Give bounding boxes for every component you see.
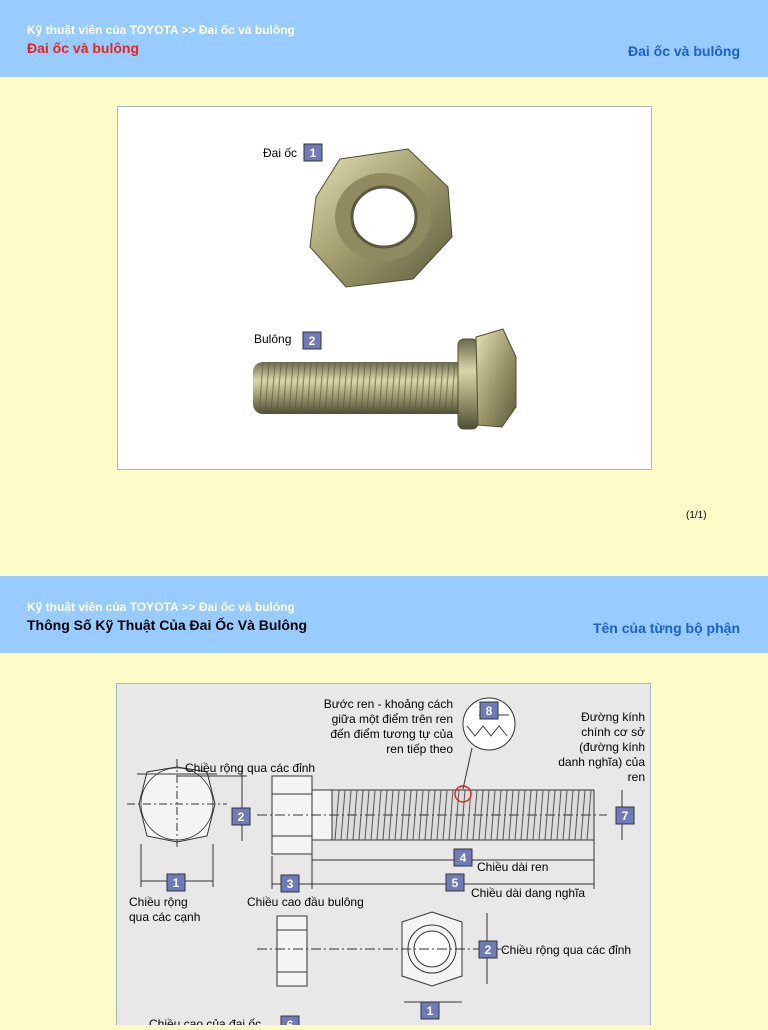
nut-label: Đai ốc <box>263 146 298 160</box>
pitch-label-line2: giữa một điểm trên ren <box>331 712 453 726</box>
bolt-spec-diagram <box>117 684 650 1025</box>
page-title-2: Thông Số Kỹ Thuật Của Đai Ốc Và Bulông <box>27 617 308 633</box>
major-dia-line4: danh nghĩa) của <box>558 755 645 769</box>
header-band-1 <box>0 0 768 77</box>
nut-image <box>310 149 452 287</box>
width-corners-label: Chiều rộng qua các đỉnh <box>185 761 316 775</box>
nut-side-view <box>277 916 307 986</box>
svg-text:2: 2 <box>308 334 316 348</box>
width-flats-line1: Chiều rộng <box>129 895 188 909</box>
svg-text:4: 4 <box>459 851 467 865</box>
head-height-label: Chiều cao đầu bulông <box>247 895 364 909</box>
svg-text:6: 6 <box>286 1018 294 1025</box>
photo-frame <box>117 106 652 470</box>
thread-length-label: Chiều dài ren <box>477 860 549 874</box>
nut-width-corners-label: Chiều rộng qua các đỉnh <box>501 943 632 957</box>
svg-text:8: 8 <box>485 704 493 718</box>
svg-text:7: 7 <box>621 809 629 823</box>
svg-text:5: 5 <box>451 876 459 890</box>
breadcrumb-2[interactable]: Kỹ thuật viên của TOYOTA >> Đai ốc và bulóng <box>27 600 295 614</box>
header-band-2 <box>0 576 768 653</box>
label-2-group <box>254 332 321 349</box>
major-dia-line3: (đường kính <box>579 740 645 754</box>
page-title: Đai ốc và bulông <box>27 40 140 56</box>
major-dia-line1: Đường kính <box>581 710 645 724</box>
breadcrumb[interactable]: Kỹ thuật viên của TOYOTA >> Đai ốc và bulông <box>27 23 295 37</box>
nominal-length-label: Chiều dài dang nghĩa <box>471 886 586 900</box>
svg-text:2: 2 <box>484 943 492 957</box>
bolt-image <box>253 329 516 429</box>
pitch-label-line4: ren tiếp theo <box>386 742 453 756</box>
section-title-2: Tên của từng bộ phận <box>592 620 740 636</box>
svg-text:2: 2 <box>237 810 245 824</box>
width-flats-line2: qua các cạnh <box>129 910 201 924</box>
svg-text:1: 1 <box>309 146 317 160</box>
svg-text:1: 1 <box>426 1004 434 1018</box>
major-dia-line5: ren <box>627 770 645 784</box>
bolt-label: Bulông <box>254 332 292 346</box>
major-dia-line2: chính cơ sở <box>581 725 645 739</box>
pitch-label-line1: Bước ren - khoảng cách <box>323 697 453 711</box>
nut-bolt-photo <box>118 107 651 469</box>
section-title: Đai ốc và bulông <box>627 43 740 59</box>
diagram-frame <box>116 683 651 1025</box>
label-1-group <box>263 144 322 161</box>
page-counter: (1/1) <box>686 510 707 521</box>
nut-height-label: Chiều cao của đai ốc <box>149 1017 262 1025</box>
svg-text:1: 1 <box>172 876 180 890</box>
svg-text:3: 3 <box>286 877 294 891</box>
pitch-label-line3: đến điểm tương tự của <box>330 727 453 741</box>
